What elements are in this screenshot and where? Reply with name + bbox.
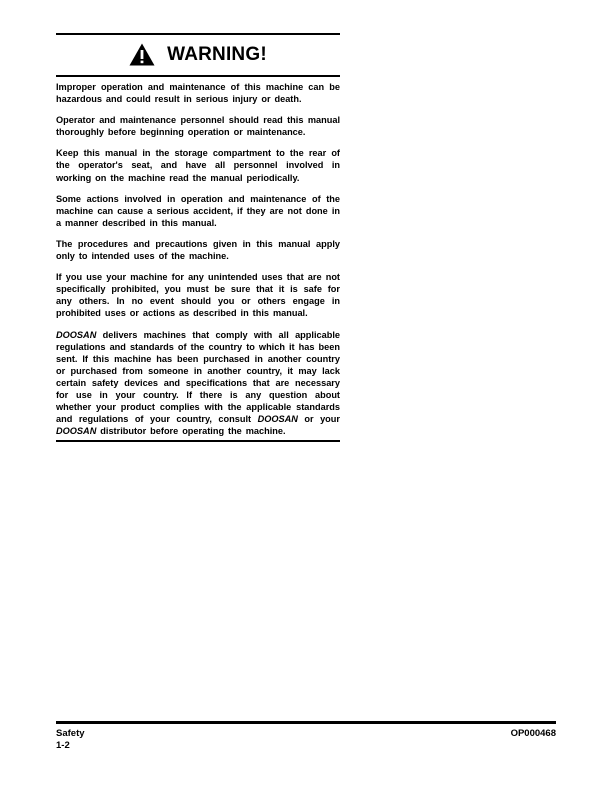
footer-doc-number: OP000468 xyxy=(510,728,556,739)
warning-box xyxy=(56,33,340,442)
paragraph-text: distributor before operating the machine. xyxy=(96,426,286,437)
paragraph-text: or your xyxy=(297,414,340,425)
warning-triangle-icon xyxy=(129,43,155,66)
warning-paragraph xyxy=(56,329,340,438)
footer-page-number: 1-2 xyxy=(56,740,70,751)
footer-left xyxy=(56,728,85,752)
warning-bottom-rule xyxy=(56,440,340,442)
paragraph-text: Improper operation and maintenance of this machine can be hazardous and could result in serious injury or death. xyxy=(56,82,340,105)
warning-title: WARNING! xyxy=(167,43,267,65)
paragraph-text: Some actions involved in operation and maintenance of the machine can cause a serious accident, if they are not done in a manner described in this manual. xyxy=(56,193,340,228)
brand-name: DOOSAN xyxy=(56,329,97,340)
warning-paragraph xyxy=(56,238,340,262)
warning-paragraph xyxy=(56,147,340,183)
warning-body xyxy=(56,77,340,440)
paragraph-text: Keep this manual in the storage compartment to the rear of the operator's seat, and have all personnel involved in working on the machine read the manual periodically. xyxy=(56,148,340,183)
brand-name: DOOSAN xyxy=(56,426,97,437)
warning-paragraph xyxy=(56,193,340,229)
footer-section: Safety xyxy=(56,728,85,739)
paragraph-text: Operator and maintenance personnel should read this manual thoroughly before beginning operation or maintenance. xyxy=(56,115,340,138)
warning-paragraph xyxy=(56,114,340,138)
brand-name: DOOSAN xyxy=(257,414,298,425)
paragraph-text: delivers machines that comply with all applicable regulations and standards of the country to which it has been sent. If this machine has been purchased in another country or purchased from someone in another country, it may lack certain safety devices and specifications that are necessary for use in your country. If there is any question about whether your product complies with the applicable standards and regulations of your country, consult xyxy=(56,329,340,425)
footer-rule xyxy=(56,721,556,724)
warning-header xyxy=(56,35,340,75)
warning-paragraph xyxy=(56,271,340,319)
paragraph-text: The procedures and precautions given in this manual apply only to intended uses of the machine. xyxy=(56,238,340,262)
warning-paragraph xyxy=(56,81,340,105)
paragraph-text: If you use your machine for any unintended uses that are not specifically prohibited, you must be sure that it is safe for any others. In no event should you or others engage in prohibited uses or actions as described in this manual. xyxy=(56,272,340,319)
